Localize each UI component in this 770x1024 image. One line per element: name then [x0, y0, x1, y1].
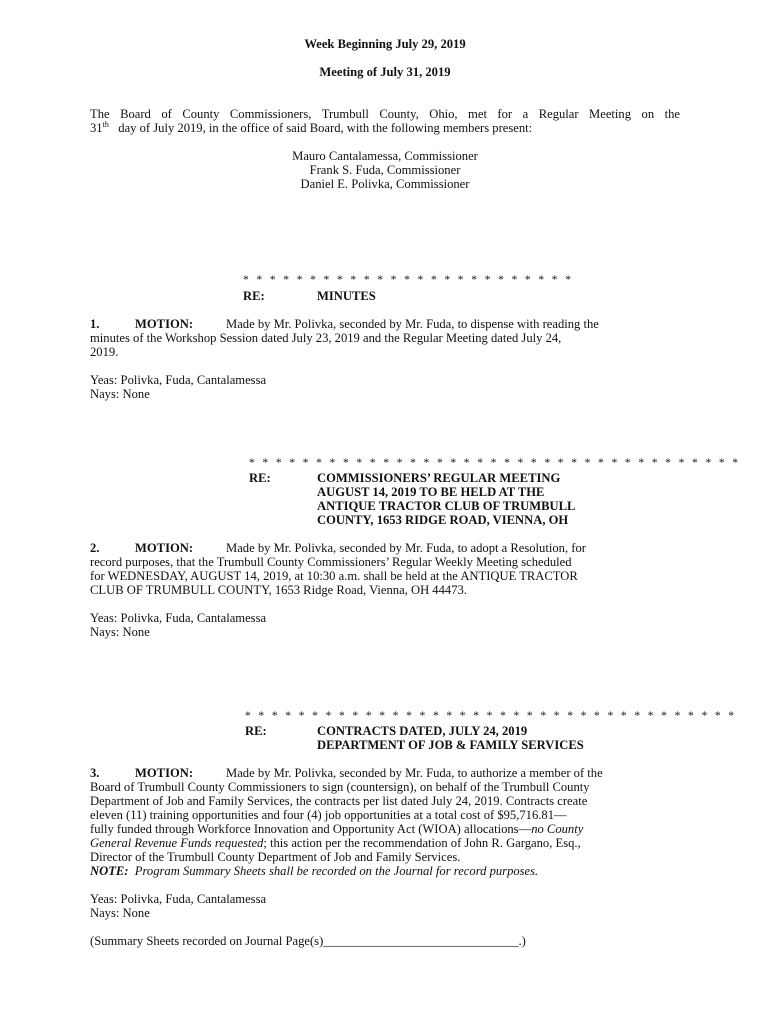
motion-text: fully funded through Workforce Innovation and Opportunity Act (WIOA) allocations—	[90, 822, 532, 836]
motion-1-line-3: 2019.	[90, 345, 119, 359]
motion-italic-text: General Revenue Funds requested	[90, 836, 264, 850]
motion-2-line-2: record purposes, that the Trumbull County Commissioners’ Regular Weekly Meeting scheduled	[90, 555, 572, 569]
motion-text: ; this action per the recommendation of John R. Gargano, Esq.,	[263, 836, 581, 850]
motion-label: MOTION:	[135, 317, 194, 331]
separator-stars: * * * * * * * * * * * * * * * * * * * * * * * * * * * * * * * * * * * * *	[249, 457, 741, 469]
motion-3-line-5	[90, 822, 583, 836]
intro-line-1: The Board of County Commissioners, Trumbull County, Ohio, met for a Regular Meeting on the	[90, 107, 680, 121]
motion-2-line-4: CLUB OF TRUMBULL COUNTY, 1653 Ridge Road, Vienna, OH 44473.	[90, 583, 467, 597]
motion-3-line-2: Board of Trumbull County Commissioners to sign (countersign), on behalf of the Trumbull County	[90, 780, 590, 794]
re-subject-line-1: CONTRACTS DATED, JULY 24, 2019	[317, 724, 528, 738]
motion-3-line-6	[90, 836, 581, 850]
member-2: Frank S. Fuda, Commissioner	[309, 163, 461, 177]
motion-2-line-1	[90, 541, 586, 555]
re-subject-line-4: COUNTY, 1653 RIDGE ROAD, VIENNA, OH	[317, 513, 569, 527]
separator-stars: * * * * * * * * * * * * * * * * * * * * * * * * *	[243, 274, 574, 286]
motion-text: Made by Mr. Polivka, seconded by Mr. Fuda, to adopt a Resolution, for	[226, 541, 586, 555]
motion-label: MOTION:	[135, 541, 194, 555]
motion-number: 1.	[90, 317, 100, 331]
summary-sheets-line: (Summary Sheets recorded on Journal Page(s)_______________________________.)	[90, 934, 526, 948]
yeas-2: Yeas: Polivka, Fuda, Cantalamessa	[90, 611, 267, 625]
re-subject: MINUTES	[317, 289, 376, 303]
week-heading: Week Beginning July 29, 2019	[304, 37, 466, 51]
separator-stars: * * * * * * * * * * * * * * * * * * * * * * * * * * * * * * * * * * * * *	[245, 710, 737, 722]
intro-line-2	[90, 121, 532, 135]
yeas-3: Yeas: Polivka, Fuda, Cantalamessa	[90, 892, 267, 906]
note-label: NOTE:	[90, 864, 129, 878]
nays-2: Nays: None	[90, 625, 150, 639]
motion-3-line-7: Director of the Trumbull County Department of Job and Family Services.	[90, 850, 461, 864]
motion-3-line-3: Department of Job and Family Services, the contracts per list dated July 24, 2019. Contracts create	[90, 794, 588, 808]
re-subject-line-2: DEPARTMENT OF JOB & FAMILY SERVICES	[317, 738, 584, 752]
intro-day-suffix: th	[102, 119, 109, 129]
intro-day: 31	[90, 121, 103, 135]
member-1: Mauro Cantalamessa, Commissioner	[292, 149, 478, 163]
re-subject-line-3: ANTIQUE TRACTOR CLUB OF TRUMBULL	[317, 499, 576, 513]
nays-1: Nays: None	[90, 387, 150, 401]
motion-italic-text: no County	[531, 822, 584, 836]
motion-1-line-1	[90, 317, 599, 331]
motion-text: Made by Mr. Polivka, seconded by Mr. Fuda, to dispense with reading the	[226, 317, 599, 331]
motion-number: 2.	[90, 541, 100, 555]
re-subject-line-2: AUGUST 14, 2019 TO BE HELD AT THE	[317, 485, 545, 499]
motion-label: MOTION:	[135, 766, 194, 780]
note-text: Program Summary Sheets shall be recorded on the Journal for record purposes.	[128, 864, 539, 878]
yeas-1: Yeas: Polivka, Fuda, Cantalamessa	[90, 373, 267, 387]
re-label: RE:	[249, 471, 271, 485]
re-label: RE:	[243, 289, 265, 303]
motion-2-line-3: for WEDNESDAY, AUGUST 14, 2019, at 10:30 a.m. shall be held at the ANTIQUE TRACTOR	[90, 569, 578, 583]
motion-1-line-2: minutes of the Workshop Session dated July 23, 2019 and the Regular Meeting dated July 24,	[90, 331, 562, 345]
motion-number: 3.	[90, 766, 100, 780]
motion-3-line-4: eleven (11) training opportunities and four (4) job opportunities at a total cost of $95,716.81—	[90, 808, 567, 822]
meeting-heading: Meeting of July 31, 2019	[319, 65, 451, 79]
intro-line-2-rest: day of July 2019, in the office of said Board, with the following members present:	[118, 121, 533, 135]
note-line	[90, 864, 538, 878]
re-label: RE:	[245, 724, 267, 738]
motion-3-line-1	[90, 766, 603, 780]
motion-text: Made by Mr. Polivka, seconded by Mr. Fuda, to authorize a member of the	[226, 766, 603, 780]
nays-3: Nays: None	[90, 906, 150, 920]
re-subject-line-1: COMMISSIONERS’ REGULAR MEETING	[317, 471, 561, 485]
member-3: Daniel E. Polivka, Commissioner	[300, 177, 470, 191]
